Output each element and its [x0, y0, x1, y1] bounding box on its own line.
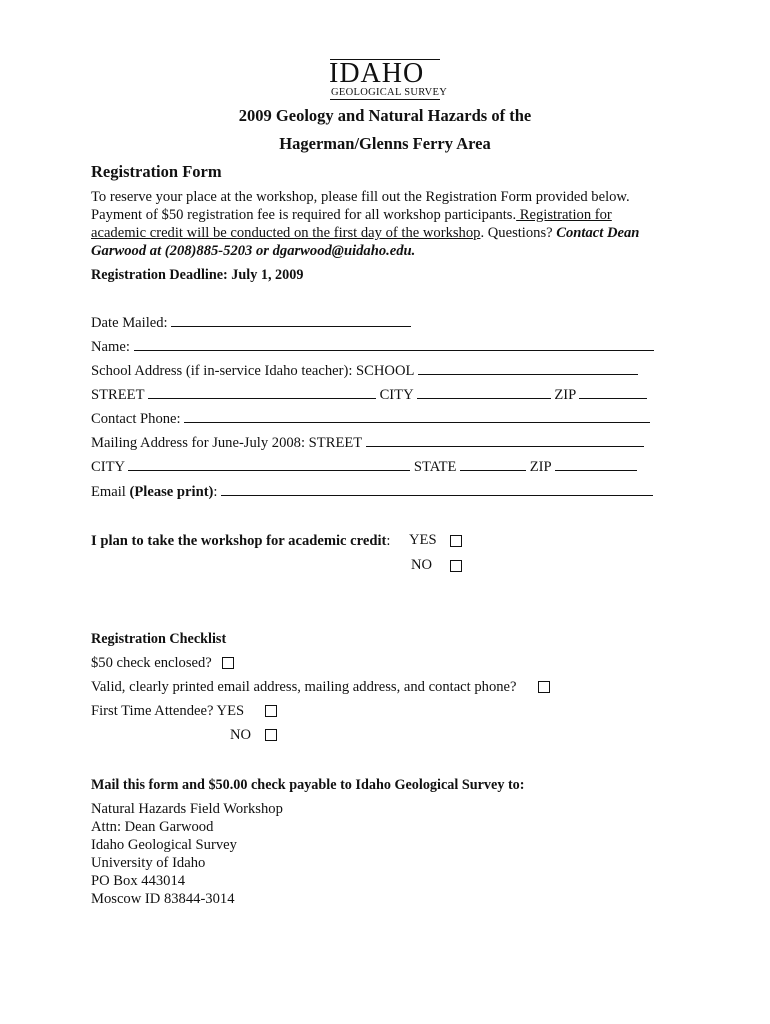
date-mailed-row: [91, 314, 411, 332]
checklist-check-checkbox[interactable]: [222, 657, 234, 669]
mailing-city-field[interactable]: [128, 458, 410, 471]
first-time-no-label: NO: [230, 727, 252, 743]
street-label: STREET: [91, 387, 145, 403]
first-time-yes-checkbox[interactable]: [265, 705, 277, 717]
form-heading: Registration Form: [91, 162, 222, 181]
mail-address-line: University of Idaho: [91, 855, 206, 871]
city-field[interactable]: [417, 386, 551, 399]
intro-contact-text: Contact Dean: [556, 225, 640, 241]
school-street-row: [91, 386, 647, 404]
checklist-contact-checkbox[interactable]: [538, 681, 550, 693]
email-field[interactable]: [221, 483, 653, 496]
academic-yes-option: [409, 532, 437, 549]
intro-credit-text-start: Registration for: [516, 207, 612, 223]
intro-fee-text: Payment of $50 registration fee is required for all workshop participants.: [91, 207, 517, 223]
registration-deadline: Registration Deadline: July 1, 2009: [91, 267, 304, 283]
date-mailed-label: Date Mailed:: [91, 315, 168, 331]
checklist-item-first-time: [91, 702, 244, 720]
mail-heading: Mail this form and $50.00 check payable to Idaho Geological Survey to:: [91, 777, 525, 793]
academic-yes-checkbox[interactable]: [450, 535, 462, 547]
academic-yes-label: YES: [409, 532, 437, 548]
mail-address-line: Moscow ID 83844-3014: [91, 891, 235, 907]
mailing-city-row: [91, 458, 637, 476]
contact-phone-label: Contact Phone:: [91, 411, 181, 427]
first-time-no-option: [230, 727, 251, 744]
city-label: CITY: [379, 387, 414, 403]
title-line-2: Hagerman/Glenns Ferry Area: [279, 134, 491, 153]
first-time-no-checkbox[interactable]: [265, 729, 277, 741]
logo-main-text: IDAHO: [329, 58, 425, 89]
academic-no-option: [411, 557, 432, 574]
logo-sub-text: GEOLOGICAL SURVEY: [331, 87, 448, 98]
mailing-zip-field[interactable]: [555, 458, 637, 471]
email-print-note: (Please print): [129, 484, 214, 500]
email-row: [91, 483, 653, 501]
intro-line-1: To reserve your place at the workshop, please fill out the Registration Form provided below.: [91, 189, 630, 205]
email-label: Email: [91, 484, 130, 500]
state-label: STATE: [413, 459, 457, 475]
checklist-first-time-label: First Time Attendee? YES: [91, 703, 245, 719]
academic-no-checkbox[interactable]: [450, 560, 462, 572]
mail-address-line: Idaho Geological Survey: [91, 837, 237, 853]
contact-phone-field[interactable]: [184, 410, 650, 423]
mail-address-line: Natural Hazards Field Workshop: [91, 801, 283, 817]
intro-line-2: [91, 206, 612, 224]
checklist-item-contact-label: Valid, clearly printed email address, mailing address, and contact phone?: [91, 679, 517, 695]
mailing-street-field[interactable]: [366, 434, 644, 447]
checklist-item-check: [91, 654, 212, 672]
mailing-address-row: [91, 434, 644, 452]
zip-label: ZIP: [554, 387, 576, 403]
email-colon: :: [213, 484, 218, 500]
logo-bottom-rule: [330, 99, 440, 100]
contact-phone-row: [91, 410, 650, 428]
school-field[interactable]: [418, 362, 638, 375]
name-row: [91, 338, 654, 356]
name-label: Name:: [91, 339, 130, 355]
zip-field[interactable]: [579, 386, 647, 399]
street-field[interactable]: [148, 386, 376, 399]
title-line-1: 2009 Geology and Natural Hazards of the: [238, 106, 532, 125]
checklist-item-contact: [91, 678, 517, 696]
intro-credit-text: academic credit will be conducted on the first day of the workshop: [91, 225, 481, 241]
intro-line-3: [91, 224, 639, 242]
academic-credit-colon: :: [386, 533, 391, 549]
state-field[interactable]: [460, 458, 526, 471]
intro-contact-details: Garwood at (208)885-5203 or dgarwood@uidaho.edu.: [91, 243, 416, 259]
mail-address-line: Attn: Dean Garwood: [91, 819, 214, 835]
academic-credit-row: [91, 532, 390, 550]
intro-questions-text: . Questions?: [480, 225, 557, 241]
academic-no-label: NO: [411, 557, 433, 573]
date-mailed-field[interactable]: [171, 314, 411, 327]
checklist-item-check-label: $50 check enclosed?: [91, 655, 212, 671]
school-row: [91, 362, 638, 380]
mail-address-line: PO Box 443014: [91, 873, 186, 889]
school-address-label: School Address (if in-service Idaho teacher): SCHOOL: [91, 363, 414, 379]
mailing-city-label: CITY: [91, 459, 125, 475]
checklist-heading: Registration Checklist: [91, 631, 227, 647]
mailing-address-label: Mailing Address for June-July 2008: STREET: [91, 435, 362, 451]
name-field[interactable]: [134, 338, 654, 351]
academic-credit-label: I plan to take the workshop for academic credit: [91, 533, 387, 549]
mailing-zip-label: ZIP: [529, 459, 552, 475]
